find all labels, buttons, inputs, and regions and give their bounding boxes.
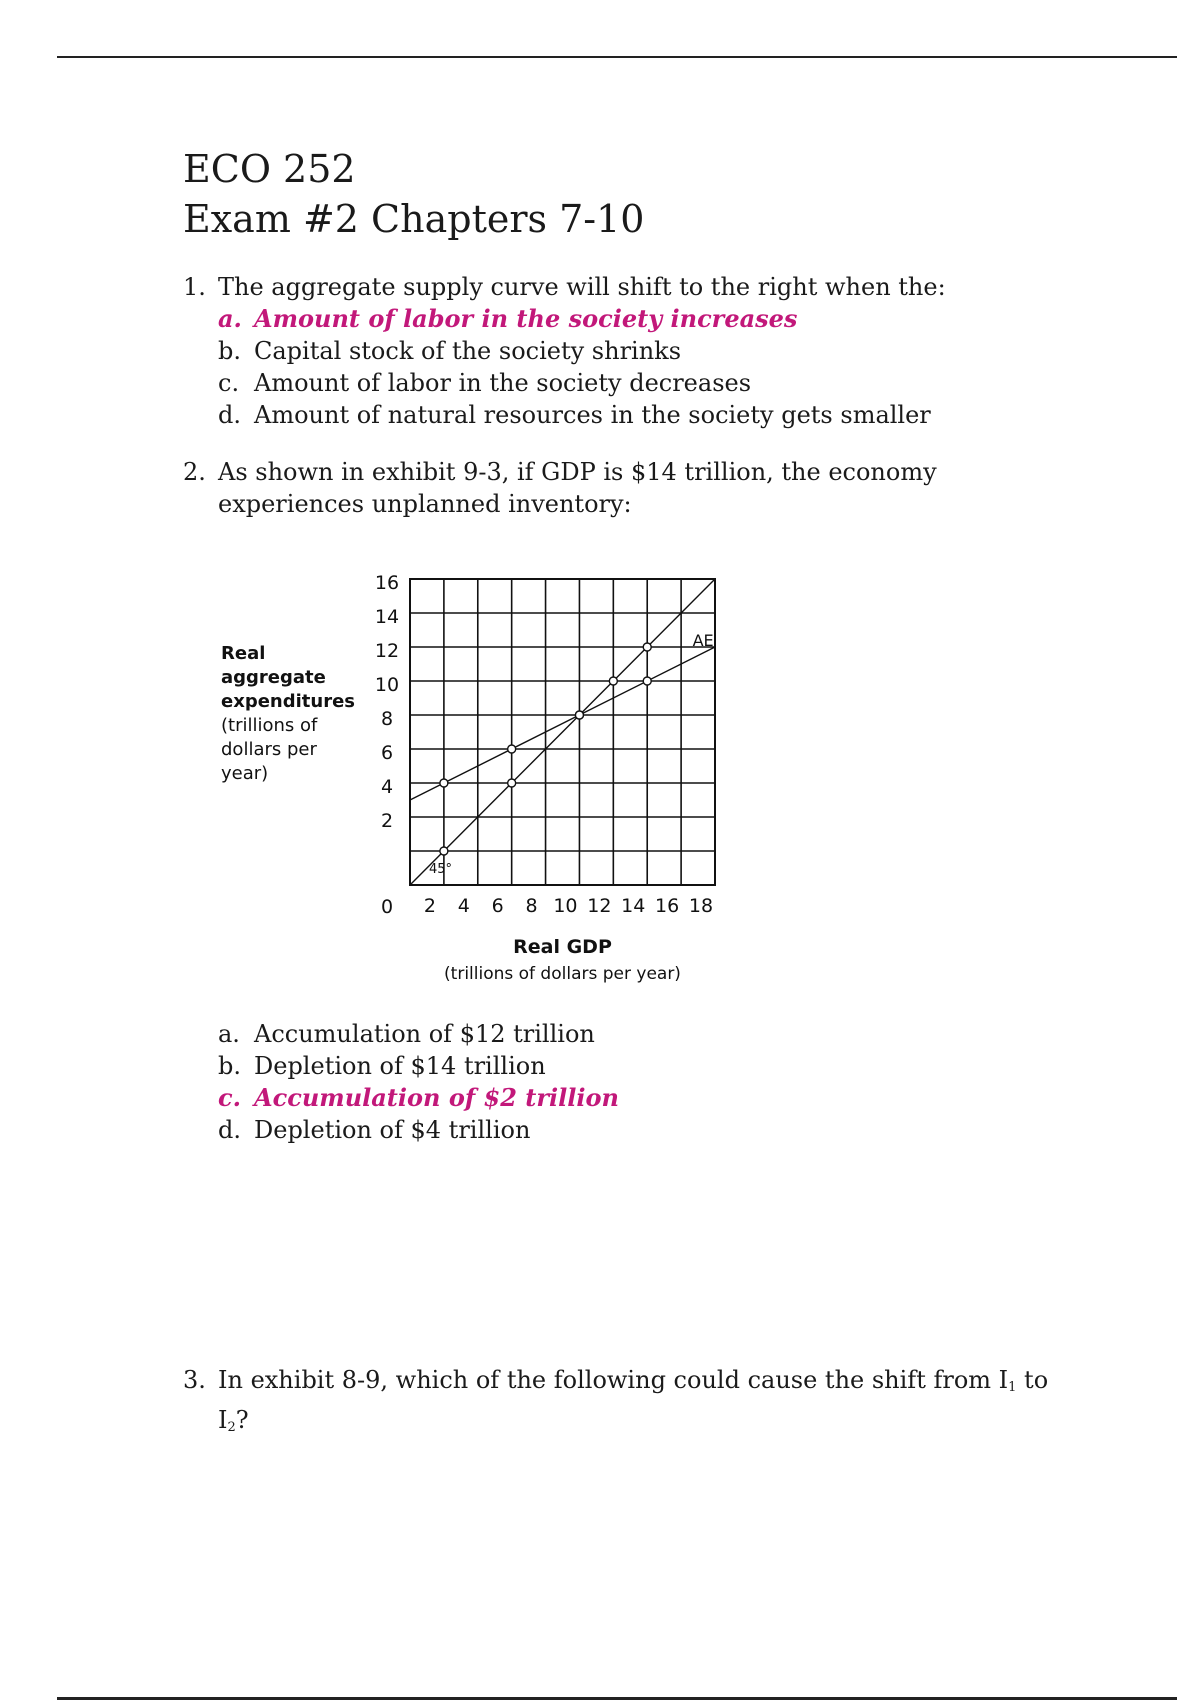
option-b [218, 1050, 1018, 1082]
option-a-correct [218, 303, 1083, 335]
data-point-marker [609, 677, 617, 685]
option-letter: c. [218, 1083, 241, 1112]
x-tick-label: 8 [525, 895, 538, 917]
stem-text: to I [218, 1366, 1049, 1434]
y-tick-label: 12 [374, 640, 400, 662]
y-tick-label: 8 [380, 708, 394, 730]
data-point-marker [643, 677, 651, 685]
stem-text: In exhibit 8-9, which of the following could cause the shift from I [218, 1366, 1009, 1394]
option-letter: b. [218, 337, 241, 365]
option-c [218, 367, 1083, 399]
option-text: Amount of natural resources in the society gets smaller [254, 401, 931, 429]
option-text: Depletion of $4 trillion [254, 1116, 531, 1144]
data-point-marker [508, 745, 516, 753]
x-tick-labels [424, 895, 713, 917]
y-tick-label: 10 [374, 674, 400, 696]
option-text: Accumulation of $2 trillion [254, 1083, 619, 1112]
option-letter: a. [218, 304, 242, 333]
top-rule [57, 56, 1177, 58]
x-tick-label: 6 [491, 895, 504, 917]
series-lines [410, 579, 715, 885]
answer-options [218, 303, 1083, 431]
y-tick-label: 14 [374, 606, 400, 628]
option-letter: d. [218, 401, 241, 429]
origin-label: 0 [380, 896, 394, 918]
subscript: 2 [227, 1420, 236, 1435]
option-d [218, 1114, 1018, 1146]
x-tick-label: 18 [688, 895, 714, 917]
option-a [218, 1018, 1018, 1050]
y-tick-label: 2 [380, 810, 394, 832]
data-point-marker [575, 711, 583, 719]
x-tick-label: 2 [423, 895, 436, 917]
question-stem [218, 1364, 1083, 1444]
option-letter: c. [218, 369, 240, 397]
option-letter: d. [218, 1116, 241, 1144]
line-ae [410, 647, 715, 800]
y-label-note: (trillions of [221, 715, 318, 736]
data-point-marker [440, 779, 448, 787]
question-1 [183, 271, 1083, 431]
angle-45-label: 45° [429, 862, 453, 877]
y-tick-labels [375, 572, 399, 832]
question-stem: The aggregate supply curve will shift to the right when the: [218, 273, 946, 301]
data-point-marker [440, 847, 448, 855]
question-number: 3. [183, 1366, 206, 1394]
x-tick-label: 10 [553, 895, 578, 917]
course-title: ECO 252 [183, 147, 356, 191]
x-axis-label: Real GDP [513, 936, 612, 958]
y-label-note: dollars per [221, 739, 317, 760]
question-3 [183, 1364, 1083, 1444]
exam-title: Exam #2 Chapters 7-10 [183, 197, 645, 241]
subscript: 1 [1008, 1380, 1017, 1395]
x-axis-note: (trillions of dollars per year) [444, 964, 681, 984]
exhibit-9-3-chart [215, 548, 745, 988]
y-tick-label: 16 [374, 572, 400, 594]
option-text: Amount of labor in the society increases [254, 304, 798, 333]
option-text: Accumulation of $12 trillion [254, 1020, 595, 1048]
option-c-correct [218, 1082, 1018, 1114]
ae-line-label: AE [692, 631, 714, 650]
y-axis-label [221, 642, 371, 786]
y-label-line: expenditures [221, 691, 355, 712]
question-2-options [218, 1018, 1018, 1146]
option-text: Depletion of $14 trillion [254, 1052, 546, 1080]
y-tick-label: 6 [380, 742, 394, 764]
option-text: Amount of labor in the society decreases [254, 369, 752, 397]
line-45-degree [410, 579, 715, 885]
question-number: 2. [183, 458, 206, 486]
y-label-note: year) [221, 763, 269, 784]
option-letter: a. [218, 1020, 240, 1048]
question-stem: As shown in exhibit 9-3, if GDP is $14 trillion, the economy experiences unplanned inventory: [218, 458, 937, 518]
y-label-line: Real [221, 643, 266, 664]
stem-text: ? [235, 1406, 249, 1434]
data-point-marker [643, 643, 651, 651]
x-tick-label: 16 [655, 895, 680, 917]
x-tick-label: 14 [621, 895, 646, 917]
option-b [218, 335, 1083, 367]
x-tick-label: 4 [457, 895, 470, 917]
option-d [218, 399, 1083, 431]
y-label-line: aggregate [221, 667, 326, 688]
y-tick-label: 4 [380, 776, 394, 798]
question-2 [183, 456, 1083, 520]
data-point-marker [508, 779, 516, 787]
question-number: 1. [183, 273, 206, 301]
option-letter: b. [218, 1052, 241, 1080]
x-tick-label: 12 [587, 895, 612, 917]
option-text: Capital stock of the society shrinks [254, 337, 682, 365]
